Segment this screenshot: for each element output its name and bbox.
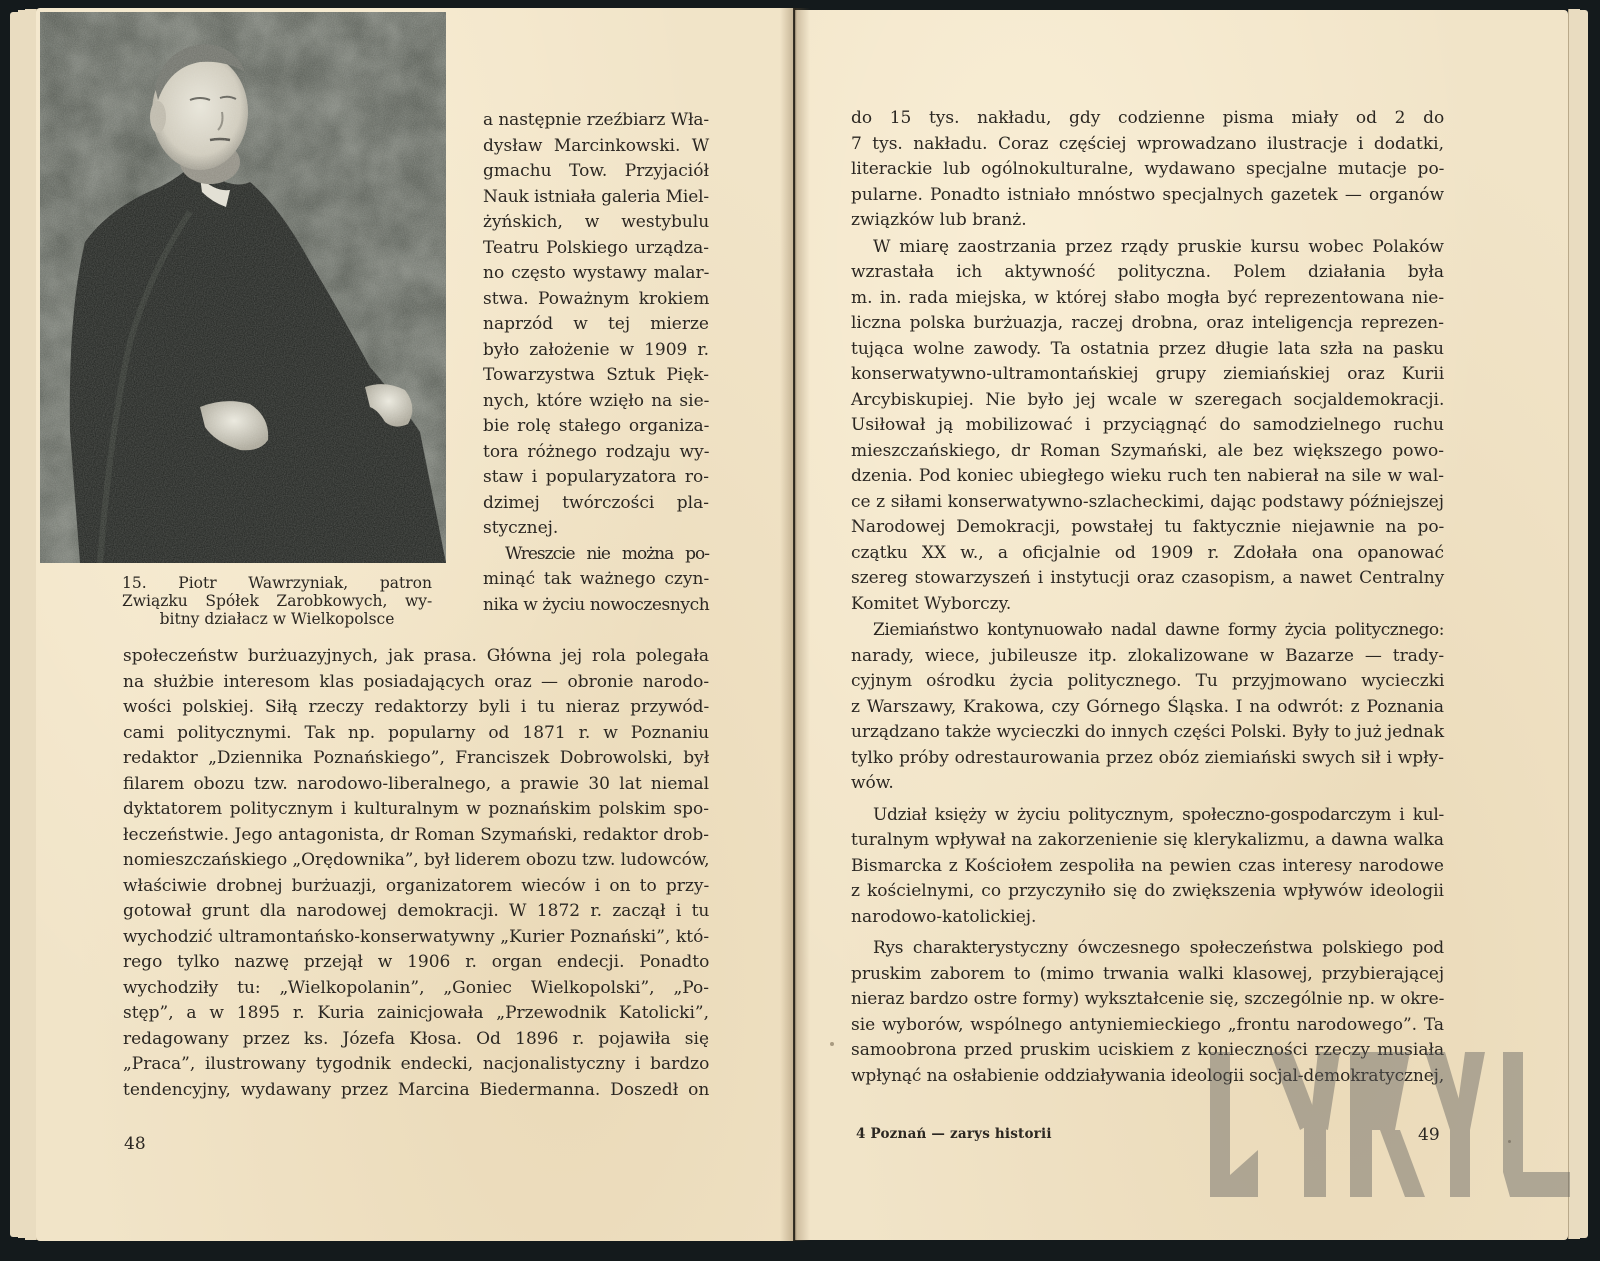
text-line: tująca wolne zawody. Ta ostatnia przez długie lata szła na pasku [851,338,1444,359]
left-page-narrow-column [483,108,709,618]
caption-line: bitny działacz w Wielkopolsce [159,610,395,628]
text-line: dyktatorem politycznym i kulturalnym w poznańskim polskim spo- [123,799,709,819]
text-line: 7 tys. nakładu. Coraz częściej wprowadzano ilustracje i dodatki, [851,133,1444,154]
paragraph [851,803,1444,931]
text-line: nych, które wzięło na sie- [483,390,710,411]
text-line: Rys charakterystyczny ówczesnego społeczeństwa polskiego pod [873,938,1444,958]
text-line: wpłynąć na osłabienie oddziaływania ideologii socjal-demokratycznej, [851,1065,1445,1086]
text-line: wychodzić ultramontańsko-konserwatywny „Kurier Poznański”, któ- [123,926,710,947]
text-line: bie rolę stałego organiza- [483,416,710,436]
text-line: z kościelnymi, co przyczyniło się do zwiększenia wpływów ideologii [851,881,1444,901]
text-line: rego tylko nazwę przejął w 1906 r. organ endecji. Ponadto [123,952,710,972]
text-line: tendencyjny, wydawany przez Marcina Biedermanna. Doszedł on [123,1079,710,1100]
text-line: stycznej. [483,518,559,538]
text-line: no często wystawy malar- [483,263,710,283]
text-line: stęp”, a w 1895 r. Kuria zainicjowała „Przewodnik Katolicki”, [123,1003,709,1023]
text-line: wości polskiej. Siłą rzeczy redaktorzy byli i tu nieraz przywód- [123,697,710,717]
text-line: redagowany przez ks. Józefa Kłosa. Od 1896 r. pojawiła się [123,1028,709,1049]
text-line: tylko próby odrestaurowania przez obóz ziemiański swych sił i wpły- [851,747,1444,768]
text-line: żyńskich, w westybulu [483,212,710,232]
print-speck [1508,1140,1511,1143]
right-page-body-text [851,106,1444,1089]
text-line: staw i popularyzatora ro- [483,467,709,487]
text-line: dzimej twórczości pla- [483,492,709,513]
text-line: Towarzystwa Sztuk Pięk- [483,365,710,385]
text-line: dysław Marcinkowski. W [483,135,710,156]
text-line: pruskim zaborem to (mimo trwania walki klasowej, przybierającej [851,963,1445,984]
text-line: właściwie drobnej burżuazji, organizatorem wieców i on to przy- [123,875,710,896]
text-line: mieszczańskiego, dr Roman Szymański, ale bez większego powo- [851,440,1444,461]
text-line: turalnym wpływał na zakorzenienie się klerykalizmu, a dawna walka [851,830,1444,850]
text-line: łeczeństwie. Jego antagonista, dr Roman Szymański, redaktor drob- [123,824,709,845]
text-line: ce z siłami konserwatywno-szlacheckimi, dając podstawy późniejszej [851,491,1444,512]
text-line: redaktor „Dziennika Poznańskiego”, Franciszek Dobrowolski, był [123,748,710,768]
text-line: związków lub branż. [851,210,1027,230]
text-line: wów. [851,773,894,793]
running-footer: 4 Poznań — zarys historii [856,1126,1052,1142]
text-line: Wreszcie nie można po- [505,543,709,564]
caption-line: Związku Spółek Zarobkowych, wy- [122,592,433,610]
text-line: Usiłował ją mobilizować i przyciągnąć do samodzielnego ruchu [851,415,1444,435]
caption-line: 15. Piotr Wawrzyniak, patron [122,574,432,592]
text-line: stwa. Poważnym krokiem [483,288,710,309]
text-line: W miarę zaostrzania przez rządy pruskie kursu wobec Polaków [873,236,1444,257]
text-line: pularne. Ponadto istniało mnóstwo specjalnych gazetek — organów [851,184,1445,205]
text-line: Nauk istniała galeria Miel- [483,186,709,207]
text-line: Arcybiskupiej. Nie było jej wcale w szeregach socjaldemokracji. [851,389,1445,410]
left-page-body-text [123,644,709,1103]
text-line: urządzano także wycieczki do innych części Polski. Były to już jednak [851,722,1445,742]
text-line: nieraz bardzo ostre formy) wykształcenie się, szczególnie np. w okre- [851,989,1445,1009]
text-line: samoobrona przed pruskim uciskiem z konieczności rzeczy musiała [851,1040,1445,1060]
text-line: nomieszczańskiego „Orędownika”, był liderem obozu tzw. ludowców, [123,850,710,870]
print-speck [830,1042,834,1046]
paragraph [851,936,1444,1089]
page-number-left: 48 [124,1134,146,1154]
book-gutter [780,8,810,1241]
text-line: Bismarcka z Kościołem zespoliła na pewien czas interesy narodowe [851,855,1444,876]
text-line: cyjnym ośrodku życia politycznego. Tu przyjmowano wycieczki [851,671,1445,691]
text-line: tora różnego rodzaju wy- [483,441,710,462]
paragraph [851,618,1444,797]
text-line: filarem obozu tzw. narodowo-liberalnego, a prawie 30 lat niemal [123,773,710,794]
text-line: narady, wiece, jubileusze itp. zlokalizowane w Bazarze — trady- [851,645,1445,666]
figure-caption [122,574,432,628]
text-line: a następnie rzeźbiarz Wła- [483,110,709,130]
text-line: liczna polska burżuazja, raczej drobna, oraz inteligencja reprezen- [851,313,1444,333]
text-line: m. in. rada miejska, w której słabo mogła być reprezentowana nie- [851,287,1445,308]
portrait-illustration [40,12,446,563]
text-line: minąć tak ważnego czyn- [483,569,710,589]
text-line: „Praca”, ilustrowany tygodnik endecki, nacjonalistyczny i bardzo [123,1054,710,1074]
text-line: sie wyborów, wspólnego antyniemieckiego „frontu narodowego”. Ta [851,1014,1444,1035]
text-line: literackie lub ogólnokulturalne, wydawano specjalne mutacje po- [851,159,1445,179]
text-line: Udział księży w życiu politycznym, społeczno-gospodarczym i kul- [873,804,1444,825]
text-line: gotował grunt dla narodowej demokracji. W 1872 r. zaczął i tu [123,901,710,921]
text-line: na służbie interesom klas posiadających oraz — obronie narodo- [123,671,710,692]
text-line: narodowo-katolickiej. [851,906,1037,927]
text-line: Komitet Wyborczy. [851,593,1012,614]
text-line: nika w życiu nowoczesnych [483,594,710,615]
text-line: konserwatywno-ultramontańskiej grupy ziemiańskiej oraz Kurii [851,364,1445,384]
text-line: było założenie w 1909 r. [483,339,709,360]
page-stack-edge [1568,9,1580,1239]
text-line: cami politycznymi. Tak np. popularny od 1871 r. w Poznaniu [123,722,710,743]
text-line: wychodziły tu: „Wielkopolanin”, „Goniec Wielkopolski”, „Po- [123,977,709,998]
text-line: do 15 tys. nakładu, gdy codzienne pisma miały od 2 do [851,108,1445,128]
text-line: społeczeństw burżuazyjnych, jak prasa. Główna jej rola polegała [123,646,709,666]
text-line: czątku XX w., a oficjalnie od 1909 r. Zdołała ona opanować [851,542,1445,563]
paragraph [851,106,1444,234]
paragraph [851,235,1444,618]
text-line: gmachu Tow. Przyjaciół [483,161,709,181]
text-line: naprzód w tej mierze [483,314,709,334]
text-line: Narodowej Demokracji, powstałej tu faktycznie niejawnie na po- [851,517,1445,537]
text-line: z Warszawy, Krakowa, czy Górnego Śląska. I na odwrót: z Poznania [851,696,1444,717]
text-line: Ziemiaństwo kontynuowało nadal dawne formy życia politycznego: [873,620,1444,640]
portrait-photo [40,12,446,563]
page-number-right: 49 [1418,1125,1440,1145]
text-line: Teatru Polskiego urządza- [483,237,709,258]
text-line: szereg stowarzyszeń i instytucji oraz czasopism, a nawet Centralny [851,568,1445,588]
text-line: wzrastała ich aktywność polityczna. Polem działania była [851,262,1444,282]
text-line: dzenia. Pod koniec ubiegłego wieku ruch ten nabierał na sile w wal- [851,466,1444,486]
